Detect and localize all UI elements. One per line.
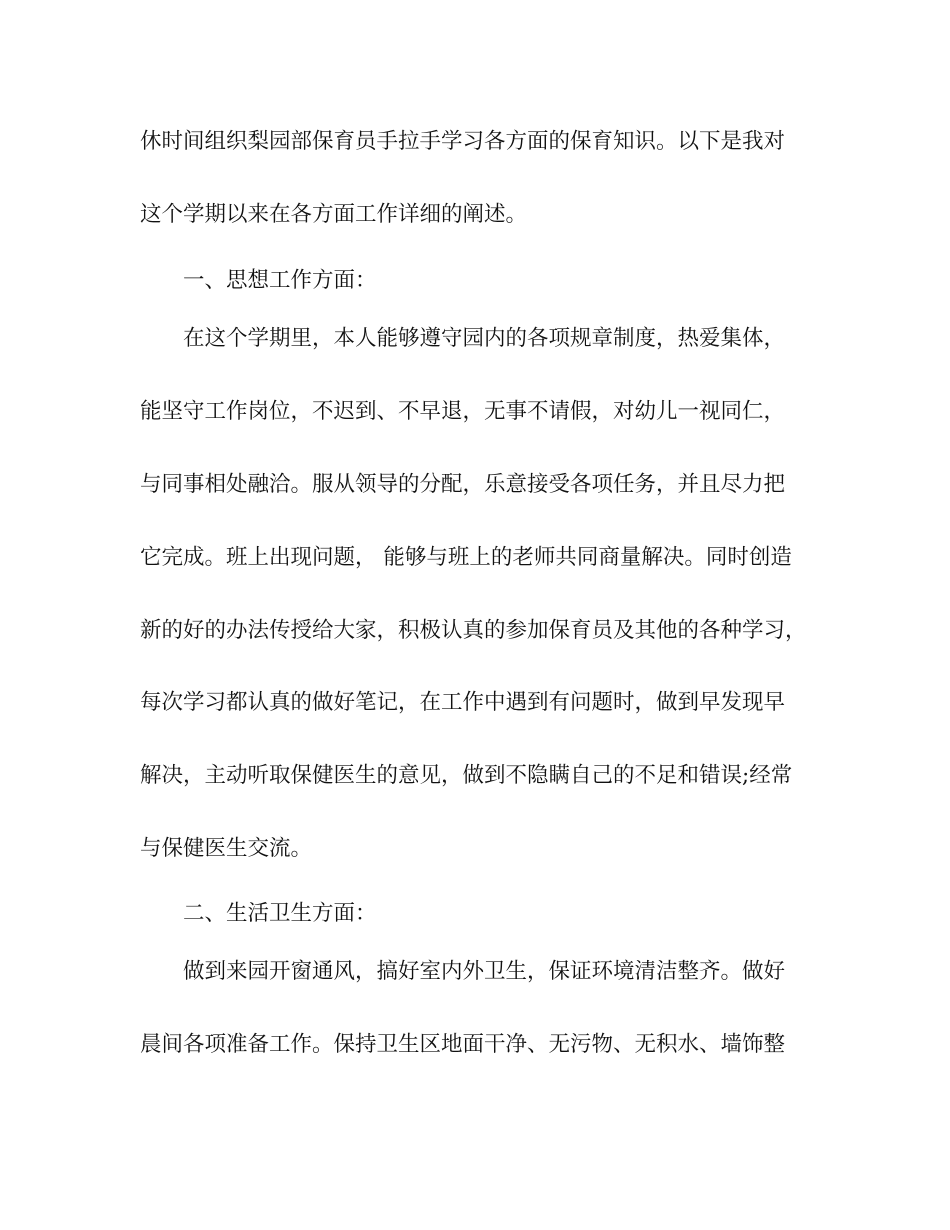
text-line: 晨间各项准备工作。保持卫生区地面干净、无污物、无积水、墙饰整	[140, 1032, 786, 1057]
text-line: 解决，主动听取保健医生的意见，做到不隐瞒自己的不足和错误;经常	[140, 763, 793, 788]
text-line: 新的好的办法传授给大家，积极认真的参加保育员及其他的各种学习，	[140, 618, 807, 643]
section-heading: 二、生活卫生方面：	[183, 901, 377, 926]
text-line: 每次学习都认真的做好笔记，在工作中遇到有问题时，做到早发现早	[140, 690, 786, 715]
text-line: 能坚守工作岗位，不迟到、不早退，无事不请假，对幼儿一视同仁，	[140, 399, 786, 424]
text-line: 它完成。班上出现问题， 能够与班上的老师共同商量解决。同时创造	[140, 545, 792, 570]
text-line: 这个学期以来在各方面工作详细的阐述。	[140, 202, 528, 227]
text-line: 与同事相处融洽。服从领导的分配，乐意接受各项任务，并且尽力把	[140, 472, 786, 497]
paragraph-first-line: 做到来园开窗通风，搞好室内外卫生，保证环境清洁整齐。做好	[183, 959, 786, 984]
text-line: 休时间组织梨园部保育员手拉手学习各方面的保育知识。以下是我对	[140, 129, 786, 154]
text-line: 与保健医生交流。	[140, 836, 313, 861]
paragraph-first-line: 在这个学期里，本人能够遵守园内的各项规章制度，热爱集体，	[183, 326, 786, 351]
section-heading: 一、思想工作方面：	[183, 268, 377, 293]
